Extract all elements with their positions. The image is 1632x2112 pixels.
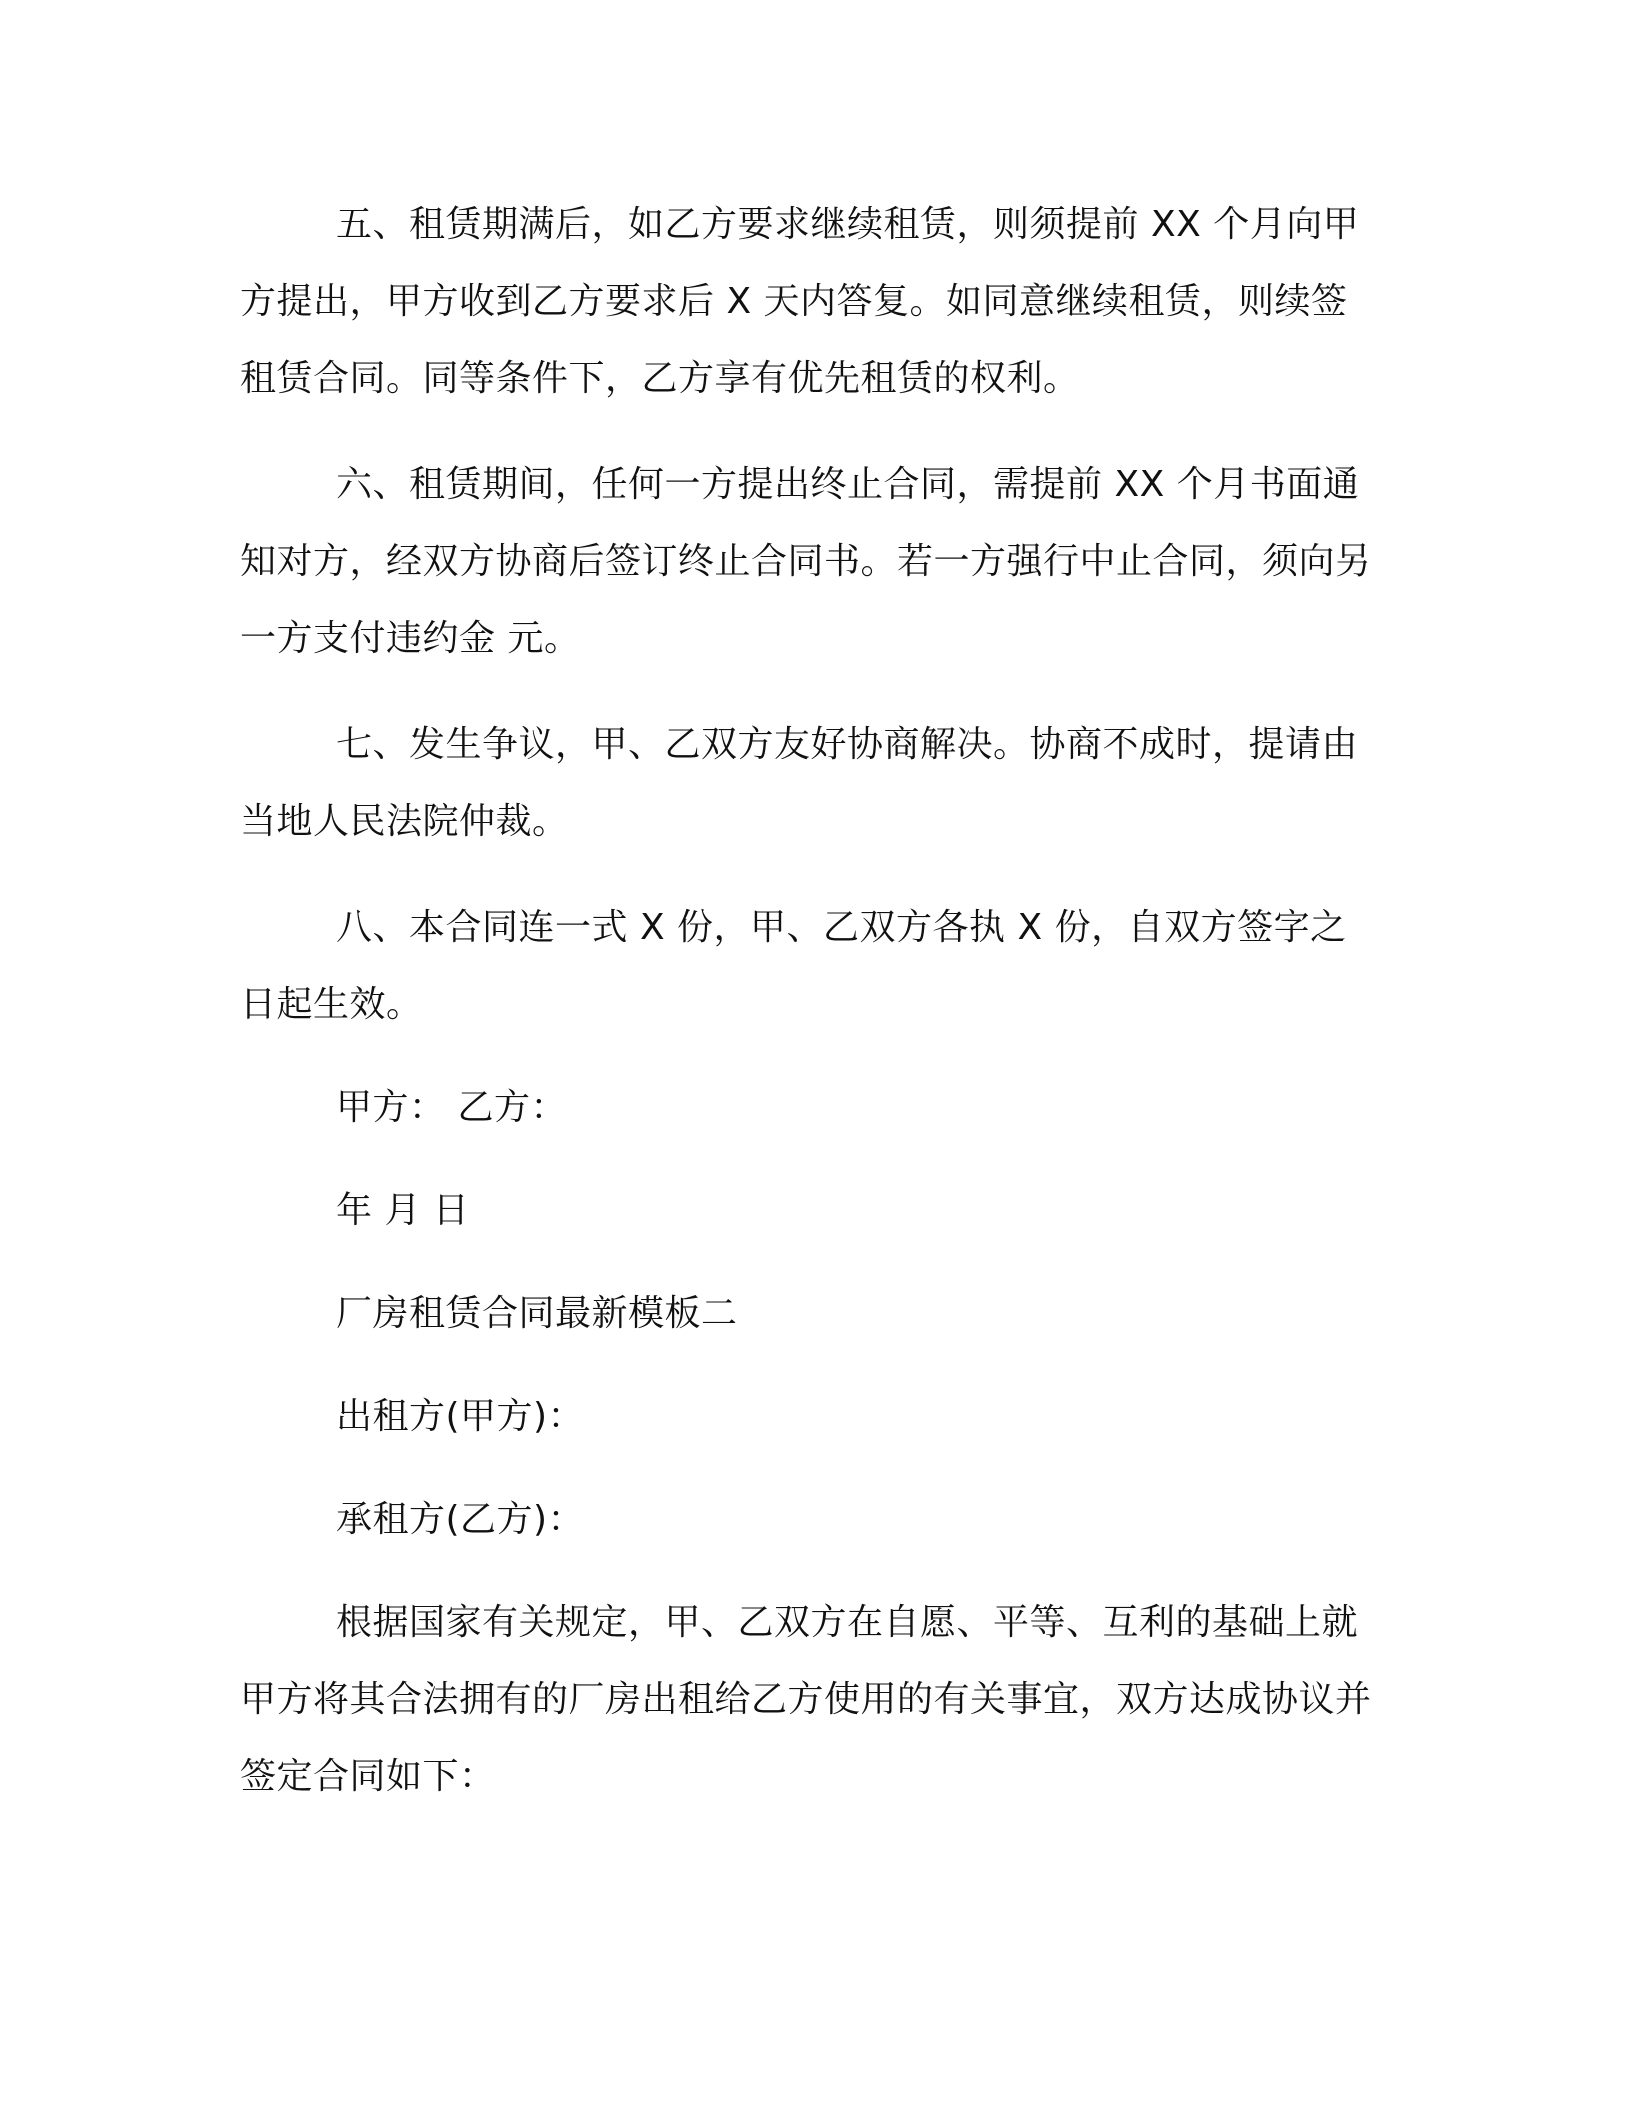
clause-5: 五、租赁期满后，如乙方要求继续租赁，则须提前 XX 个月向甲方提出，甲方收到乙方要求后 X 天内答复。如同意继续租赁，则续签租赁合同。同等条件下，乙方享有优先租赁的权利。 xyxy=(240,204,1360,399)
section-title: 厂房租赁合同最新模板二 xyxy=(336,1293,738,1334)
intro-paragraph: 根据国家有关规定，甲、乙双方在自愿、平等、互利的基础上就甲方将其合法拥有的厂房出租给乙方使用的有关事宜，双方达成协议并签定合同如下： xyxy=(240,1602,1372,1797)
clause-7: 七、发生争议，甲、乙双方友好协商解决。协商不成时，提请由当地人民法院仲裁。 xyxy=(240,724,1359,842)
clause-6: 六、租赁期间，任何一方提出终止合同，需提前 XX 个月书面通知对方，经双方协商后签订终止合同书。若一方强行中止合同，须向另一方支付违约金 元。 xyxy=(240,464,1372,659)
lessor-label: 出租方(甲方)： xyxy=(336,1396,585,1437)
date-line: 年 月 日 xyxy=(336,1190,470,1231)
signature-line: 甲方： 乙方： xyxy=(336,1087,567,1128)
document-body xyxy=(240,186,1380,1815)
lessee-label: 承租方(乙方)： xyxy=(336,1499,585,1540)
clause-8: 八、本合同连一式 X 份，甲、乙双方各执 X 份，自双方签字之日起生效。 xyxy=(240,907,1347,1025)
